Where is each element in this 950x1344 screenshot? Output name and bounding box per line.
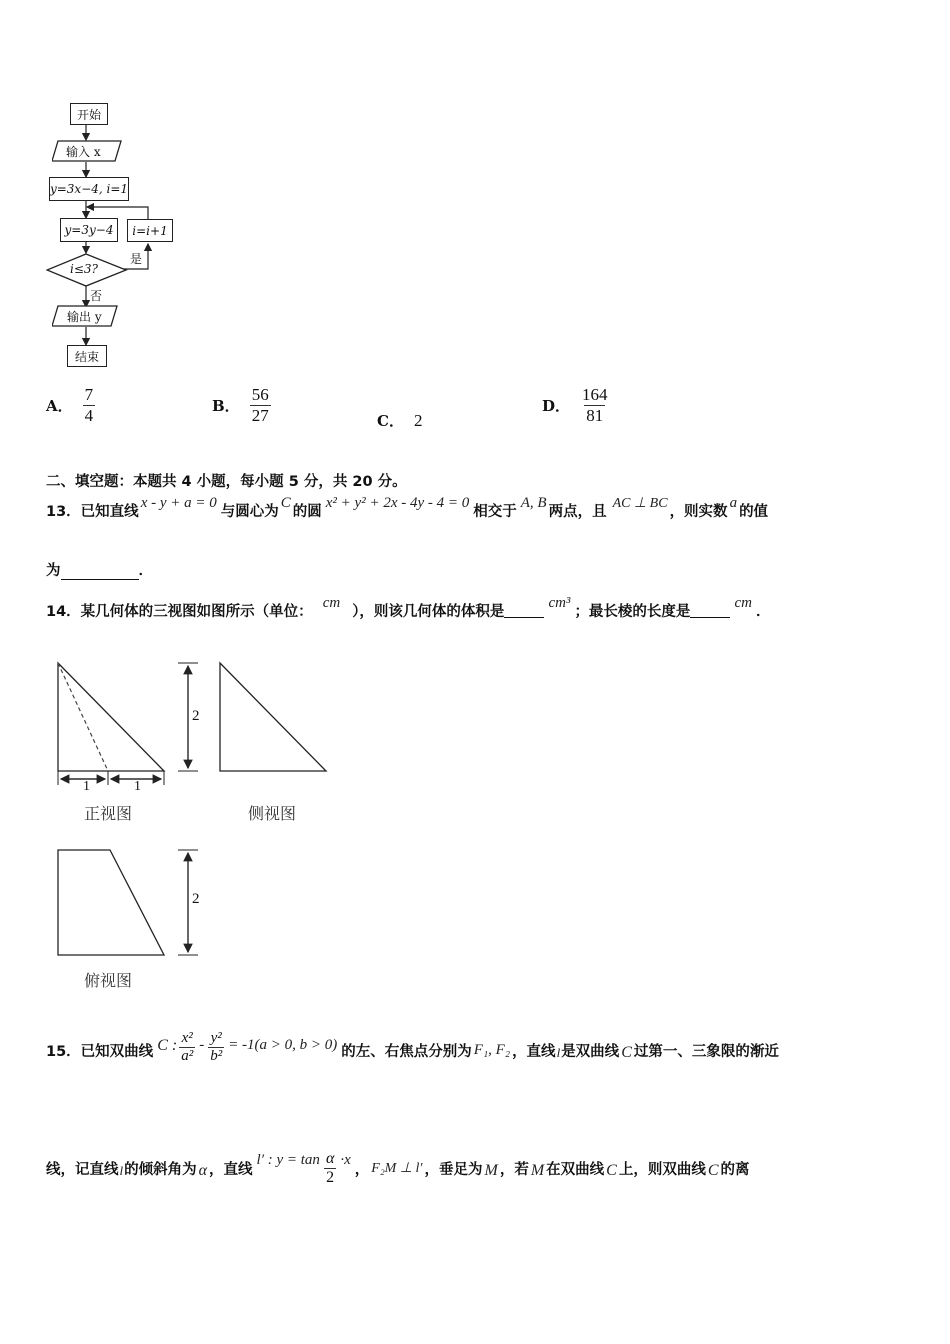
flowchart-output: 输出 y <box>67 310 102 324</box>
option-d-denominator: 81 <box>586 406 604 425</box>
question-14 <box>46 595 771 621</box>
flowchart-yes-label: 是 <box>130 252 143 266</box>
q15-line-l-2: l <box>119 1162 124 1178</box>
q15-perpendicular: F₂M ⊥ l′ <box>371 1161 423 1176</box>
option-a-fraction <box>83 385 96 426</box>
side-view-shape <box>220 663 326 771</box>
option-d-fraction <box>580 385 610 426</box>
option-d-numerator: 164 <box>582 385 608 404</box>
q15-alpha: α <box>198 1161 208 1179</box>
option-c[interactable] <box>377 410 422 431</box>
option-b-label: B． <box>212 397 240 415</box>
option-c-value: 2 <box>413 410 423 430</box>
q13-center-c: C <box>280 495 291 511</box>
q15-text-5: 的倾斜角为 <box>124 1162 197 1178</box>
q15-text-11: 的离 <box>720 1162 750 1178</box>
q15-line2-prefix: 线，记直线 <box>46 1162 119 1178</box>
q13-line2-prefix: 为 <box>46 563 61 579</box>
q15-rhs: = -1(a > 0, b > 0) <box>228 1037 338 1053</box>
q15-m-2: M <box>530 1161 545 1179</box>
q15-minus: - <box>199 1037 205 1053</box>
q13-suffix: 的值 <box>739 504 769 520</box>
q15-b-squared: b² <box>210 1048 223 1064</box>
q15-prefix: 15．已知双曲线 <box>46 1044 154 1060</box>
q15-alpha-numerator: α <box>325 1150 335 1167</box>
flowchart-increment: i=i+1 <box>127 219 173 242</box>
flowchart-input: 输入 x <box>66 145 101 159</box>
q14-unit: cm <box>322 595 341 611</box>
q15-foci: F₁, F₂ <box>473 1042 511 1058</box>
q15-comma: ， <box>354 1162 370 1178</box>
q15-l-prime: l′ : y = tan <box>256 1152 320 1168</box>
q15-c-3: C <box>707 1161 719 1179</box>
q15-text-4: 过第一、三象限的渐近 <box>633 1044 779 1060</box>
section2-heading: 二、填空题：本题共 4 小题，每小题 5 分，共 20 分。 <box>46 474 407 490</box>
flowchart-end: 结束 <box>67 345 107 367</box>
option-b-numerator: 56 <box>251 385 269 404</box>
option-a[interactable] <box>46 385 95 426</box>
q14-unit-end: cm <box>734 595 752 611</box>
top-view-label: 俯视图 <box>84 971 133 990</box>
q15-x-squared: x² <box>181 1030 193 1046</box>
q15-fraction-x <box>179 1030 195 1065</box>
flowchart-start: 开始 <box>70 103 108 125</box>
front-dim-2: 2 <box>192 708 200 724</box>
q15-text-9: 在双曲线 <box>546 1162 605 1178</box>
q13-text-1: 与圆心为 <box>220 504 279 520</box>
q14-text-1: ），则该几何体的体积是 <box>352 604 505 620</box>
q13-perpendicular: AC ⊥ BC <box>612 496 668 511</box>
q13-variable-a: a <box>729 495 738 511</box>
q13-line-equation: x - y + a = 0 <box>140 495 217 511</box>
q15-line-l: l <box>556 1044 561 1060</box>
q13-answer-blank[interactable] <box>61 563 139 580</box>
q15-text-6: ，直线 <box>209 1162 253 1178</box>
option-b[interactable] <box>212 385 271 426</box>
option-d-label: D． <box>542 397 571 415</box>
option-c-label: C． <box>377 412 404 430</box>
q15-hyperbola-c: C : <box>157 1036 178 1054</box>
top-view-shape <box>58 850 164 955</box>
q13-circle-equation: x² + y² + 2x - 4y - 4 = 0 <box>325 495 470 511</box>
q15-text-10: 上，则双曲线 <box>618 1162 706 1178</box>
top-dim-2: 2 <box>192 891 200 907</box>
front-view-shape <box>58 663 164 771</box>
q13-points-ab: A, B <box>520 495 547 511</box>
q13-text-2: 的圆 <box>292 504 322 520</box>
q15-fraction-y <box>208 1030 224 1065</box>
q14-suffix: ． <box>755 604 771 620</box>
front-view-hidden-edge <box>58 663 108 771</box>
q15-dot-x: ·x <box>340 1152 351 1168</box>
q15-two: 2 <box>326 1169 335 1186</box>
q13-text-3: 相交于 <box>473 504 517 520</box>
q13-text-5: ，则实数 <box>669 504 728 520</box>
option-d[interactable] <box>542 385 610 426</box>
q15-text-2: ，直线 <box>512 1044 556 1060</box>
q14-volume-blank[interactable] <box>504 603 544 618</box>
option-b-fraction <box>250 385 271 426</box>
option-a-label: A． <box>46 397 73 415</box>
q14-length-blank[interactable] <box>690 603 730 618</box>
q14-unit-cubed: cm³ <box>548 595 571 611</box>
q14-prefix: 14．某几何体的三视图如图所示（单位： <box>46 604 313 620</box>
q15-text-3: 是双曲线 <box>561 1044 620 1060</box>
flowchart-compute: y=3y−4 <box>60 218 118 242</box>
front-dim-1a: 1 <box>83 779 90 794</box>
option-a-denominator: 4 <box>84 406 94 425</box>
q13-prefix: 13．已知直线 <box>46 504 139 520</box>
flowchart-no-label: 否 <box>90 289 103 303</box>
q15-c: C <box>621 1043 632 1061</box>
q15-text-1: 的左、右焦点分别为 <box>341 1044 472 1060</box>
q15-c-2: C <box>606 1161 617 1179</box>
flowchart-init: y=3x−4, i=1 <box>49 177 129 201</box>
q15-y-squared: y² <box>210 1030 222 1046</box>
q15-m: M <box>484 1161 498 1179</box>
q13-line2-suffix: ． <box>138 563 153 579</box>
three-views-figure <box>50 655 350 995</box>
q15-text-8: ，若 <box>499 1162 529 1178</box>
question-15-line1 <box>46 1030 779 1065</box>
q15-alpha-over-2 <box>324 1150 336 1187</box>
q14-text-2: ；最长棱的长度是 <box>574 604 691 620</box>
option-b-denominator: 27 <box>251 406 269 425</box>
question-13 <box>46 495 916 580</box>
q15-text-7: ，垂足为 <box>424 1162 483 1178</box>
side-view-label: 侧视图 <box>248 804 297 823</box>
front-dim-1b: 1 <box>134 779 141 794</box>
question-15-line2 <box>46 1150 750 1187</box>
option-a-numerator: 7 <box>84 385 94 404</box>
front-view-label: 正视图 <box>84 804 133 823</box>
q13-text-4: 两点，且 <box>548 504 607 520</box>
flowchart-condition: i≤3? <box>70 262 98 276</box>
q15-a-squared: a² <box>181 1048 194 1064</box>
